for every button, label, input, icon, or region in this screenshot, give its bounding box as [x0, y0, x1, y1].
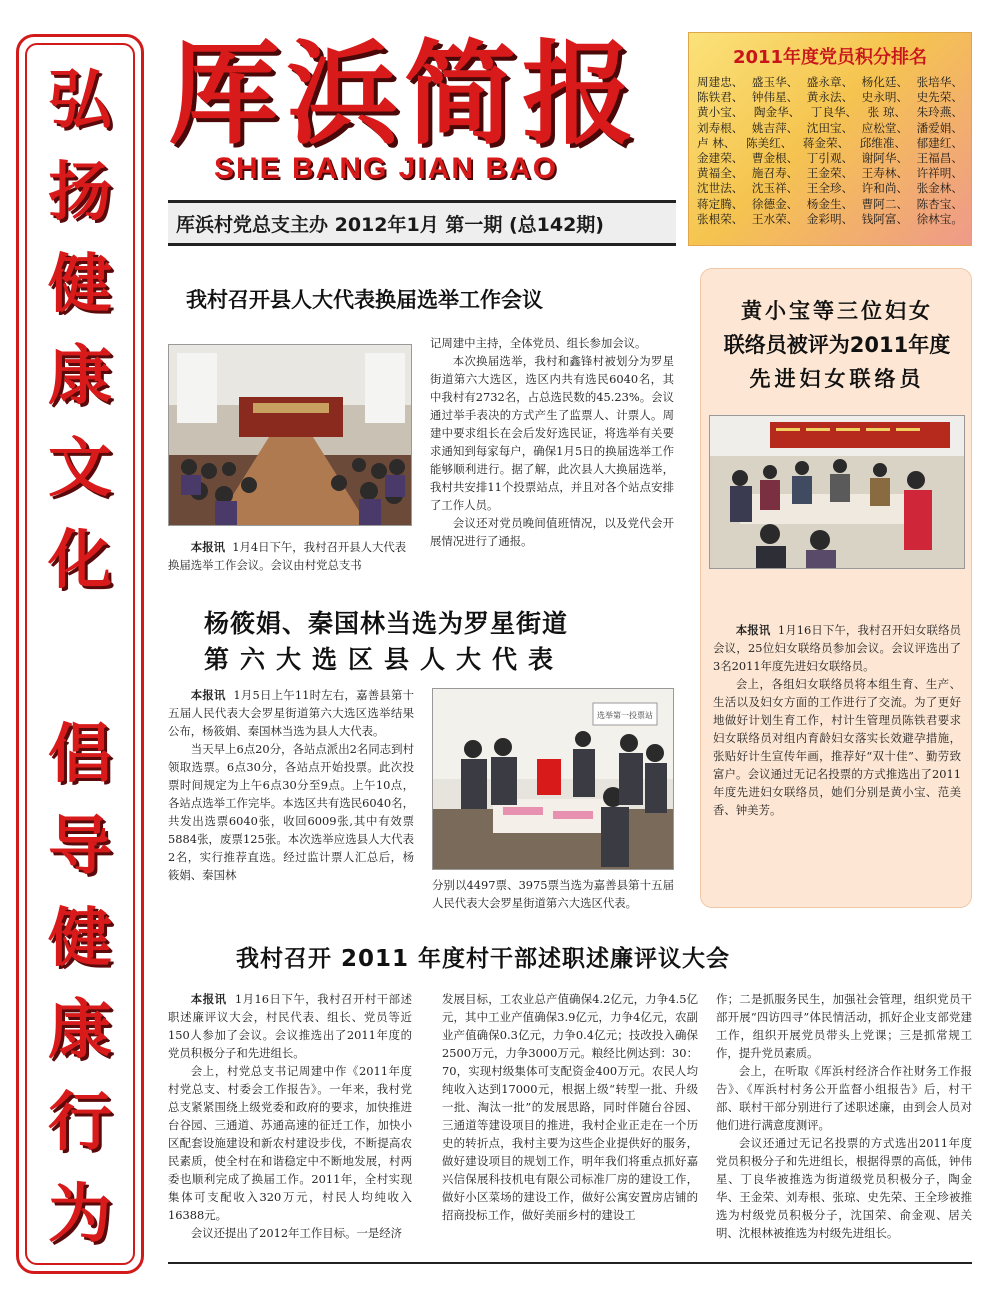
- meeting-hall-photo: [168, 344, 412, 526]
- slogan-char: 扬: [48, 155, 112, 230]
- feature-p1-text: 1月16日下午，我村召开妇女联络员会议，25位妇女联络员参加会议。会议评选出了3名2011年度先进妇女联络员。: [713, 623, 961, 673]
- feature-lead: 本报讯: [735, 623, 771, 637]
- ranking-row: [697, 166, 963, 181]
- article3-col3: [716, 990, 972, 1242]
- ranking-name: 姚吉萍、: [751, 120, 799, 135]
- slogan-char: 行: [48, 1085, 112, 1160]
- article3-headline: 我村召开 2011 年度村干部述职述廉评议大会: [236, 946, 731, 972]
- slogan-top: [19, 55, 141, 607]
- ranking-name: 邱维准、: [859, 135, 907, 150]
- article3-col1: [168, 990, 412, 1242]
- ranking-name: 张 琼、: [867, 105, 907, 120]
- article1-p3: 会议还对党员晚间值班情况，以及党代会开展情况进行了通报。: [430, 516, 674, 548]
- issue-info: [168, 200, 676, 246]
- article3-col2: [442, 990, 698, 1224]
- ranking-name: 蒋定腾、: [697, 196, 744, 211]
- ranking-name: 郁建红、: [916, 135, 963, 150]
- ranking-name: 史永明、: [861, 90, 909, 105]
- ranking-name: 陈杏宝、: [916, 196, 963, 211]
- feature-p1: [713, 621, 961, 675]
- article2-body: [168, 686, 414, 884]
- ranking-row: [697, 212, 963, 227]
- ranking-row: [697, 136, 963, 151]
- photo-sign-text: 选举第一投票站: [597, 711, 653, 720]
- article3-col3-p2: 会上，在听取《厍浜村经济合作社财务工作报告》、《厍浜村村务公开监督小组报告》后，村干部、联村干部分别进行了述职述廉，由到会人员对他们进行满意度测评。: [716, 1064, 972, 1132]
- member-ranking-box: [688, 32, 972, 246]
- article3-col1-p2: 会上，村党总支书记周建中作《2011年度村党总支、村委会工作报告》。一年来，我村党总支紧紧围绕上级党委和政府的要求，加快推进台谷园、三通道、苏通高速的征迁工作，加快小区配套设施建设和新农村建设步伐，不断提高农民素质，使全村在和谐稳定中不断地发展，村两委也顺利完成了换届工作。2011年，全村实现集体可支配收入320万元，村民人均纯收入16388元。: [168, 1064, 412, 1222]
- ranking-name: 谢阿华、: [861, 151, 909, 166]
- ranking-name: 盛永章、: [806, 75, 854, 89]
- slogan-char: 导: [48, 809, 112, 884]
- feature-headline-line2: 联络员被评为2011年度: [723, 333, 951, 357]
- ranking-name: 黄福全、: [697, 166, 744, 181]
- ranking-name: 沈田宝、: [806, 120, 854, 135]
- ranking-name: 许祥明、: [916, 166, 963, 181]
- article3-col2-p1: 发展目标，工农业总产值确保4.2亿元，力争4.5亿元，其中工业产值确保3.9亿元，力争4亿元，农副业产值确保0.3亿元，力争0.4亿元；技改投入确保2500万元，力争3000万元。粮经比例达到：30：70，实现村级集体可支配资金400万元。农民人均纯收入达到17000元，根据上级“转型一批、升级一批、淘汰一批”的发展思路，同时伴随台谷园、三通道等建设项目的推进，我村企业正走在一个历史的转折点，我村主要为这些企业提供好的服务，做好建设项目的规划工作，明年我们将重点抓好嘉兴信保展科技机电有限公司标准厂房的建设工作，做好小区菜场的建设工作，做好公寓安置房店铺的招商投标工作，做好美丽乡村的建设工: [442, 992, 698, 1222]
- ranking-name: 丁引观、: [806, 151, 854, 166]
- ranking-name: 沈世法、: [697, 181, 744, 196]
- ranking-name: 王水荣、: [751, 211, 799, 226]
- ranking-row: [697, 151, 963, 166]
- slogan-char: 康: [48, 339, 112, 414]
- feature-box: [700, 268, 972, 908]
- ranking-name: 周建忠、: [697, 75, 744, 89]
- ranking-name: 张根荣、: [697, 211, 744, 226]
- ranking-name: 盛玉华、: [751, 75, 799, 89]
- article2-p2: 当天早上6点20分，各站点派出2名同志到村领取选票。6点30分，各站点开始投票。此次投票时间规定为上午6点30分至9点。上午10点，各站点选举工作完毕。本选区共有选民6040名，共发出选票6040张，收回6009张,其中有效票5884张，废票125张。本次选举应选县人大代表2名，实行推荐直选。经过监计票人汇总后，杨筱娟、秦国林: [168, 742, 414, 882]
- slogan-char: 健: [48, 247, 112, 322]
- ranking-name: 施召寿、: [751, 166, 799, 181]
- article1-headline: 我村召开县人大代表换届选举工作会议: [186, 288, 543, 312]
- ranking-row: [697, 121, 963, 136]
- ranking-name: 杨金生、: [806, 196, 854, 211]
- article3-lead: 本报讯: [190, 992, 227, 1006]
- women-liaison-photo: [709, 415, 965, 569]
- slogan-char: 化: [48, 523, 112, 598]
- ranking-name: 张金林、: [916, 181, 963, 196]
- article3-col3-p3: 会议还通过无记名投票的方式选出2011年度党员积极分子和先进组长，根据得票的高低，钟伟星、丁良华被推选为街道级党员积极分子，陶金华、王金荣、刘寿根、张琼、史先荣、王全珍被推选为村级党员积极分子，沈国荣、俞金观、居关明、沈根林被推选为村级先进组长。: [716, 1136, 972, 1240]
- ranking-name: 刘寿根、: [697, 120, 744, 135]
- article2-p3: 分别以4497票、3975票当选为嘉善县第十五届人民代表大会罗星街道第六大选区代表。: [432, 878, 674, 910]
- article3-col1-p1-text: 1月16日下午，我村召开村干部述职述廉评议大会，村民代表、组长、党员等近150人参加了会议。会议推选出了2011年度的党员积极分子和先进组长。: [168, 992, 412, 1060]
- ranking-row: [697, 197, 963, 212]
- ranking-name: 黄小宝、: [697, 105, 744, 120]
- article1-body: [430, 334, 674, 550]
- ranking-name: 黄永法、: [806, 90, 854, 105]
- ranking-name: 杨化廷、: [861, 75, 909, 89]
- article2-p1-text: 1月5日上午11时左右，嘉善县第十五届人民代表大会罗星街道第六大选区选举结果公布，杨筱娟、秦国林当选为县人大代表。: [168, 688, 414, 738]
- ranking-name: 王金荣、: [806, 166, 854, 181]
- ranking-name: 陈美红、: [745, 135, 793, 150]
- article2-continued: [432, 876, 674, 912]
- ranking-name: 朱玲燕、: [916, 105, 963, 120]
- article2-headline-line1: 杨筱娟、秦国林当选为罗星街道: [204, 609, 569, 638]
- article2-lead: 本报讯: [190, 688, 226, 702]
- newspaper-pinyin: SHE BANG JIAN BAO: [214, 152, 559, 185]
- ranking-name: 曹金根、: [751, 151, 799, 166]
- ranking-name: 丁良华、: [810, 105, 858, 120]
- ranking-title: 2011年度党员积分排名: [732, 47, 928, 68]
- article1-lead: 本报讯: [190, 540, 225, 554]
- bottom-rule: [168, 1262, 972, 1264]
- ranking-row: [697, 75, 963, 90]
- article1-p2: 本次换届选举，我村和鑫锋村被划分为罗星街道第六大选区，选区内共有选民6040名，其中我村有2732名，占总选民数的45.23%。会议通过举手表决的方式产生了监票人、计票人。周建中要求组长在会后发好选民证，将选举有关要求通知到每家每户，确保1月5日的换届选举工作能够顺利进行。据了解，此次县人大换届选举，我村共安排11个投票站点，并且对各个站点安排了工作人员。: [430, 354, 674, 512]
- slogan-char: 为: [48, 1177, 112, 1252]
- vote-counting-image: [433, 689, 674, 870]
- article2-headline-line2: 第六大选区县人大代表: [204, 645, 565, 674]
- ranking-name: 陶金华、: [753, 105, 801, 120]
- ranking-name: 王寿林、: [861, 166, 909, 181]
- slogan-char: 健: [48, 901, 112, 976]
- feature-headline-line1: 黄小宝等三位妇女: [741, 299, 933, 323]
- ranking-name: 许和尚、: [861, 181, 909, 196]
- ranking-name: 钱阿富、: [861, 211, 909, 226]
- ranking-name: 史先荣、: [916, 90, 963, 105]
- article3-col1-p3: 会议还提出了2012年工作目标。一是经济: [190, 1226, 403, 1240]
- ranking-name: 蒋金荣、: [802, 135, 850, 150]
- ranking-row: [697, 90, 963, 105]
- ranking-row: [697, 181, 963, 196]
- ranking-name: 沈玉祥、: [751, 181, 799, 196]
- ranking-name: 王福昌、: [916, 151, 963, 166]
- ranking-name: 卢 林、: [697, 135, 736, 150]
- ranking-name: 徐林宝。: [916, 211, 963, 226]
- newspaper-title: 厍浜简报: [168, 29, 640, 160]
- ranking-name: 潘爱娟、: [916, 120, 963, 135]
- slogan-bottom: [19, 709, 141, 1261]
- slogan-char: 倡: [48, 717, 112, 792]
- article1-p1: 记周建中主持，全体党员、组长参加会议。: [430, 336, 647, 350]
- slogan-char: 文: [48, 431, 112, 506]
- vote-counting-photo: [432, 688, 674, 870]
- ranking-name: 曹阿二、: [861, 196, 909, 211]
- ranking-row: [697, 105, 963, 120]
- ranking-name: 应松堂、: [861, 120, 909, 135]
- ranking-names: [697, 75, 963, 227]
- article3-col1-p1: [168, 990, 412, 1062]
- feature-headline-line3: 先进妇女联络员: [749, 367, 925, 391]
- article3-col3-p1: 作；二是抓服务民生，加强社会管理，组织党员干部开展“四访四寻”体民情活动，抓好企业支部党建工作，组织开展党员带头上党课；三是抓常规工作，提升党员素质。: [716, 992, 972, 1060]
- article2-p1: [168, 686, 414, 740]
- ranking-name: 钟伟星、: [751, 90, 799, 105]
- feature-body: [713, 621, 961, 819]
- ranking-name: 张培华、: [916, 75, 963, 89]
- ranking-name: 陈铁君、: [697, 90, 744, 105]
- slogan-banner: [16, 34, 144, 1274]
- article1-caption: [168, 538, 412, 574]
- ranking-name: 金彩明、: [806, 211, 854, 226]
- slogan-char: 康: [48, 993, 112, 1068]
- issue-info-text: 厍浜村党总支主办 2012年1月 第一期 (总142期): [176, 213, 604, 236]
- ranking-name: 王全珍、: [806, 181, 854, 196]
- women-liaison-image: [710, 416, 965, 569]
- feature-p2: 会上，各组妇女联络员将本组生育、生产、生活以及妇女方面的工作进行了交流。为了更好地做好计划生育工作，村计生管理员陈铁君要求妇女联络员对组内育龄妇女落实长效避孕措施，张贴好计生宣传年画，推荐好“双十佳”、勤劳致富户。会议通过无记名投票的方式推选出了2011年度先进妇女联络员，她们分别是黄小宝、范美香、钟美芳。: [713, 677, 961, 817]
- meeting-hall-image: [169, 345, 412, 526]
- ranking-name: 徐德金、: [751, 196, 799, 211]
- ranking-name: 金建荣、: [697, 151, 744, 166]
- slogan-char: 弘: [48, 63, 112, 138]
- article1-caption-text: 1月4日下午，我村召开县人大代表换届选举工作会议。会议由村党总支书: [168, 540, 407, 572]
